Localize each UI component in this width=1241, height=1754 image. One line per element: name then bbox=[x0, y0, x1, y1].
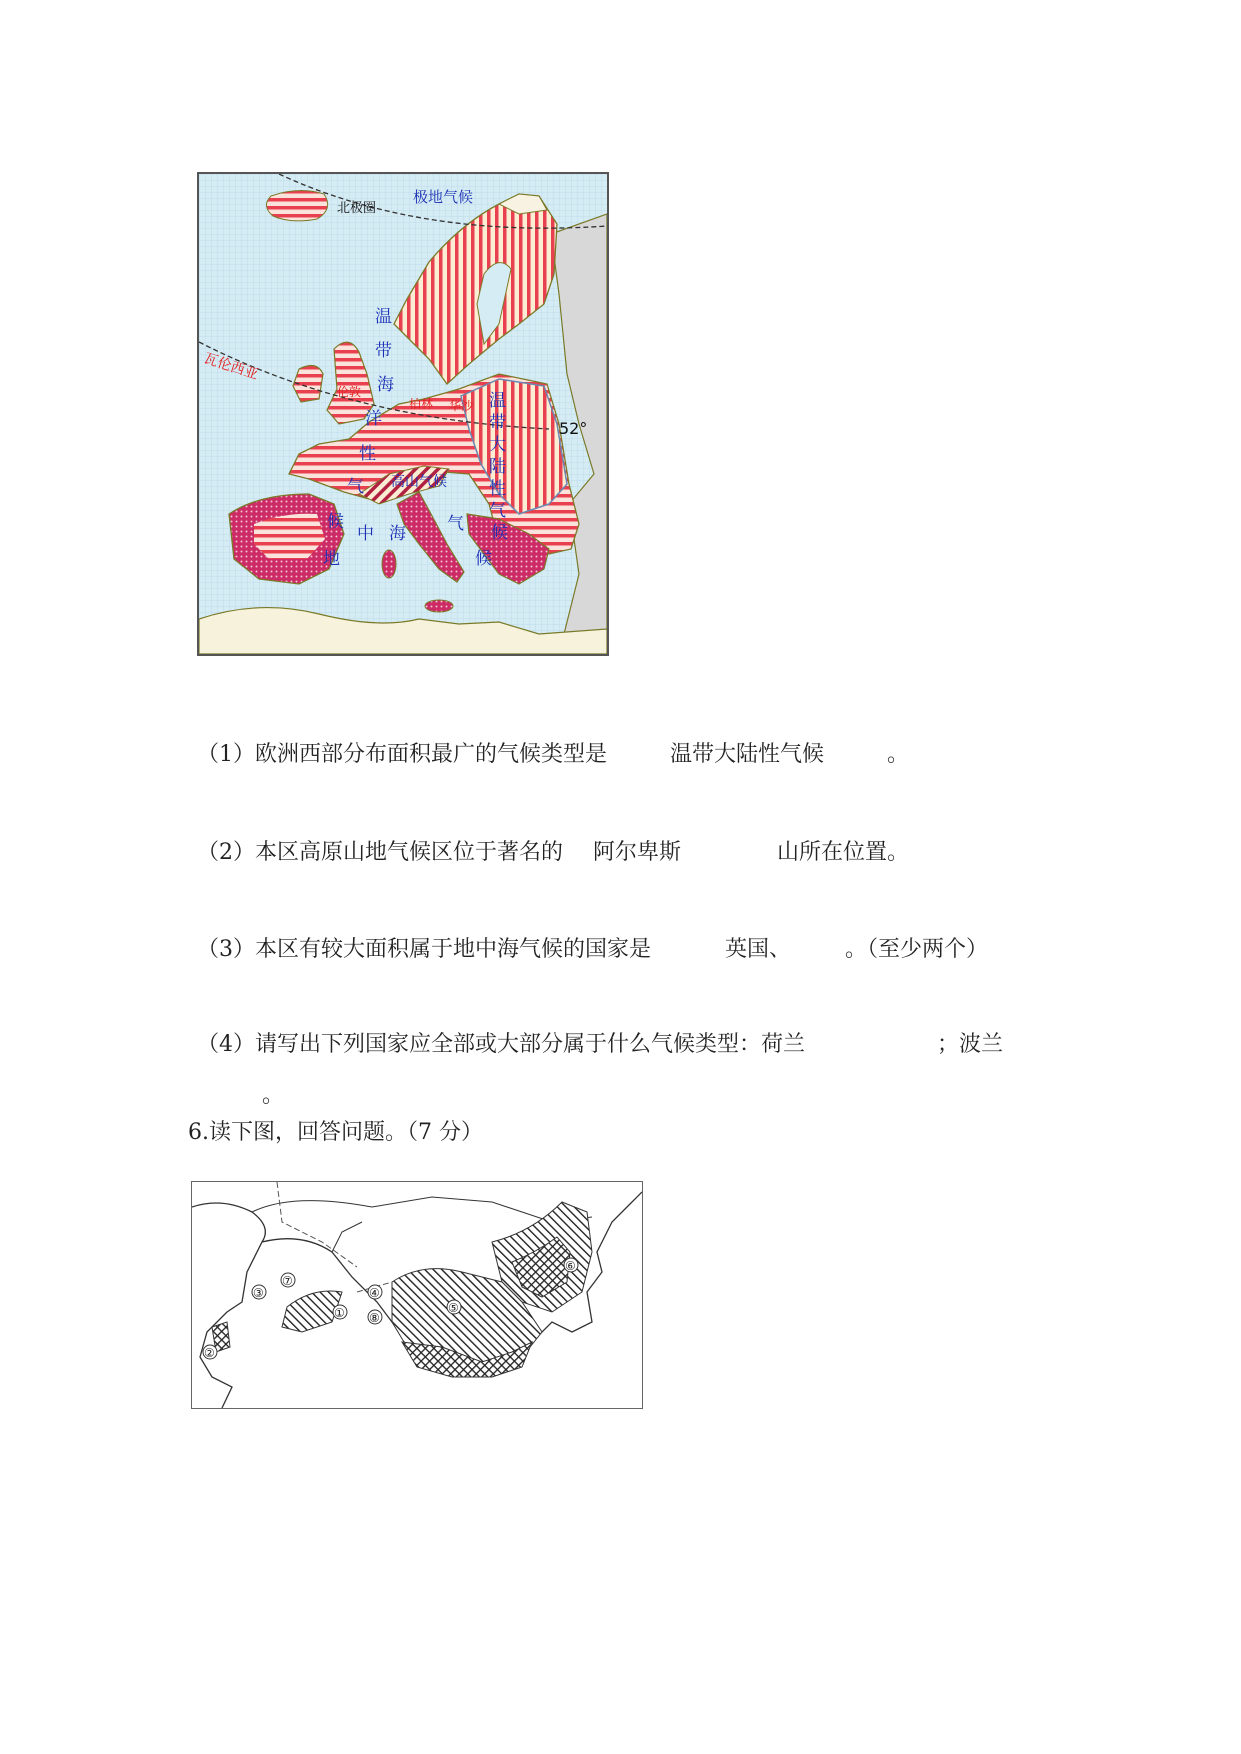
svg-text:大: 大 bbox=[489, 435, 506, 455]
svg-text:性: 性 bbox=[359, 444, 376, 464]
svg-text:海: 海 bbox=[389, 524, 406, 544]
question-4-continued bbox=[262, 1078, 284, 1109]
question-3-answer: 英国、 bbox=[725, 937, 792, 962]
europe-climate-map bbox=[197, 172, 609, 656]
question-2-text: （2）本区高原山地气候区位于著名的 bbox=[197, 840, 563, 865]
lat-52-label: 52° bbox=[559, 419, 588, 438]
svg-text:地: 地 bbox=[323, 549, 340, 569]
question-4-suffix: ；波兰 bbox=[937, 1032, 1004, 1057]
question-1-suffix: 。 bbox=[887, 742, 910, 767]
highland-climate-label: 高山气候 bbox=[391, 474, 447, 490]
svg-text:洋: 洋 bbox=[365, 409, 382, 429]
marker-3: ③ bbox=[253, 1286, 264, 1300]
question-6-title: 6.读下图，回答问题。（7 分） bbox=[188, 1120, 483, 1145]
question-1-answer: 温带大陆性气候 bbox=[670, 742, 825, 767]
marker-2: ② bbox=[204, 1346, 215, 1360]
berlin-label: 柏林 bbox=[409, 397, 434, 411]
sicily bbox=[425, 600, 453, 612]
question-4 bbox=[197, 1027, 1004, 1058]
asia-climate-map bbox=[191, 1181, 643, 1409]
svg-text:中: 中 bbox=[357, 524, 374, 544]
svg-text:气: 气 bbox=[447, 514, 464, 534]
marker-5: ⑤ bbox=[448, 1301, 459, 1315]
question-3 bbox=[197, 932, 989, 963]
question-4-text: （4）请写出下列国家应全部或大部分属于什么气候类型：荷兰 bbox=[197, 1032, 805, 1057]
polar-climate-label: 极地气候 bbox=[413, 188, 474, 206]
svg-text:陆: 陆 bbox=[489, 457, 506, 477]
question-2-suffix: 山所在位置。 bbox=[777, 840, 910, 865]
question-4-end: 。 bbox=[262, 1083, 285, 1108]
svg-text:候: 候 bbox=[327, 512, 344, 532]
corsica bbox=[382, 550, 396, 578]
marker-4: ④ bbox=[369, 1286, 380, 1300]
london-label: 伦敦 bbox=[337, 385, 362, 399]
svg-text:气: 气 bbox=[347, 477, 364, 497]
continental-climate-label bbox=[489, 391, 508, 543]
svg-text:气: 气 bbox=[489, 501, 506, 521]
svg-text:温: 温 bbox=[489, 391, 506, 411]
question-3-text: （3）本区有较大面积属于地中海气候的国家是 bbox=[197, 937, 651, 962]
europe-map-svg bbox=[199, 174, 607, 654]
question-1-text: （1）欧洲西部分布面积最广的气候类型是 bbox=[197, 742, 607, 767]
marker-1: ① bbox=[334, 1306, 345, 1320]
asia-map-svg bbox=[192, 1182, 642, 1408]
svg-text:候: 候 bbox=[491, 523, 508, 543]
valencia-label: 瓦伦西亚 bbox=[201, 350, 260, 384]
svg-text:性: 性 bbox=[489, 479, 506, 499]
question-1 bbox=[197, 737, 910, 768]
question-2-answer: 阿尔卑斯 bbox=[593, 840, 682, 865]
svg-text:海: 海 bbox=[377, 375, 394, 395]
arctic-circle-label: 北极圈 bbox=[337, 201, 377, 216]
svg-text:候: 候 bbox=[475, 549, 492, 569]
svg-text:温: 温 bbox=[375, 307, 392, 327]
marker-7: ⑦ bbox=[282, 1274, 293, 1288]
marker-6: ⑥ bbox=[565, 1259, 576, 1273]
question-2 bbox=[197, 835, 910, 866]
iceland bbox=[266, 190, 327, 220]
question-3-suffix: 。（至少两个） bbox=[845, 937, 989, 962]
warsaw-label: 华沙 bbox=[449, 399, 474, 413]
marker-8: ⑧ bbox=[369, 1311, 380, 1325]
svg-text:带: 带 bbox=[489, 413, 506, 433]
svg-text:带: 带 bbox=[375, 341, 392, 361]
